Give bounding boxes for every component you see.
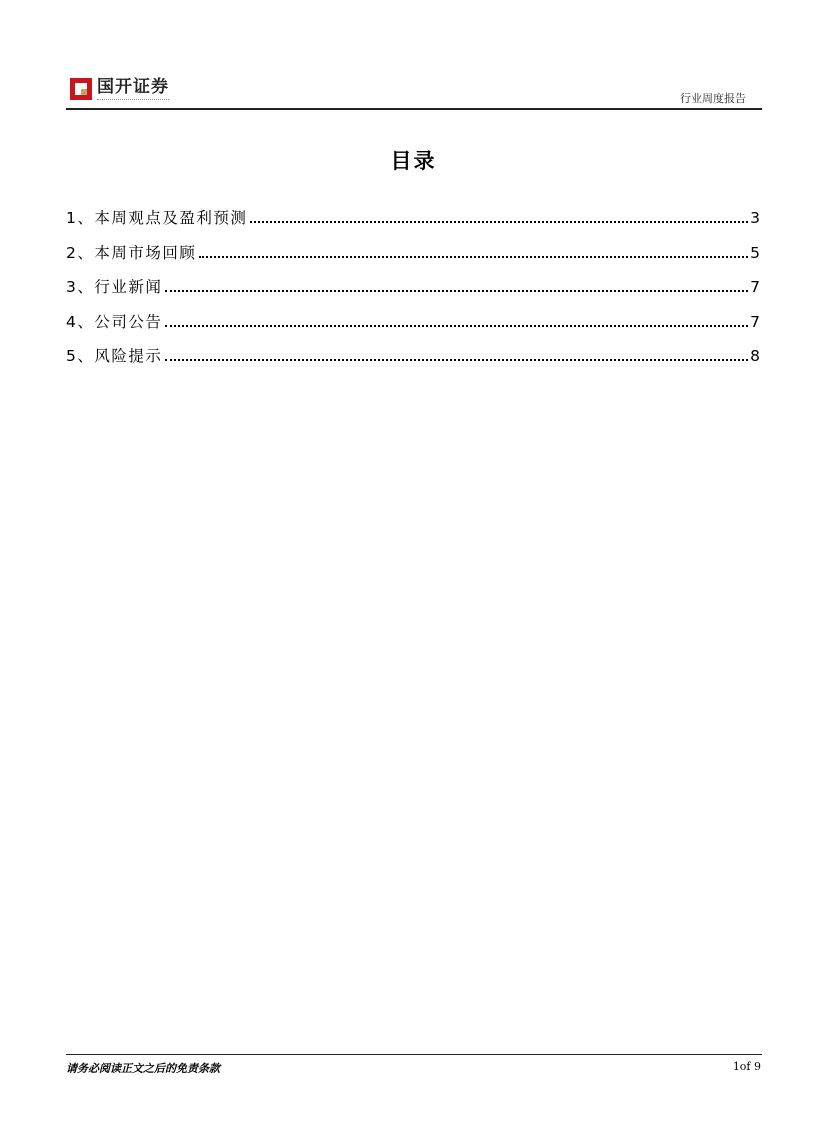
toc-item-page: 7: [750, 278, 760, 296]
toc-item-page: 5: [750, 243, 760, 262]
toc-item-label: 4、公司公告: [66, 312, 163, 331]
page-indicator: 1of 9: [732, 1060, 761, 1073]
toc-leader-dots: [165, 325, 748, 327]
table-of-contents: [66, 206, 760, 379]
page-title: 目录: [390, 148, 437, 173]
logo-name: 国开证券: [97, 77, 169, 97]
toc-item-page: 7: [750, 312, 760, 331]
toc-item[interactable]: [66, 206, 760, 241]
toc-item-label: 5、风险提示: [66, 347, 163, 365]
header-divider: [66, 108, 762, 110]
toc-item-page: 8: [750, 347, 760, 365]
footer-disclaimer: 请务必阅读正文之后的免责条款: [66, 1062, 220, 1075]
toc-item[interactable]: [66, 241, 760, 276]
toc-item-page: 3: [750, 209, 760, 227]
toc-leader-dots: [165, 359, 748, 361]
toc-leader-dots: [199, 256, 748, 258]
toc-item-label: 2、本周市场回顾: [66, 243, 197, 262]
toc-item-label: 3、行业新闻: [66, 278, 163, 296]
company-logo: [70, 78, 169, 102]
toc-item-label: 1、本周观点及盈利预测: [66, 209, 248, 227]
page-header: [66, 74, 762, 110]
footer-divider: [66, 1054, 762, 1055]
logo-mark-icon: [70, 78, 92, 100]
report-type: 行业周度报告: [680, 92, 746, 105]
toc-item[interactable]: [66, 275, 760, 310]
toc-item[interactable]: [66, 344, 760, 379]
logo-subtitle-line: [97, 99, 169, 102]
toc-leader-dots: [250, 221, 748, 223]
toc-item[interactable]: [66, 310, 760, 345]
toc-leader-dots: [165, 290, 748, 292]
